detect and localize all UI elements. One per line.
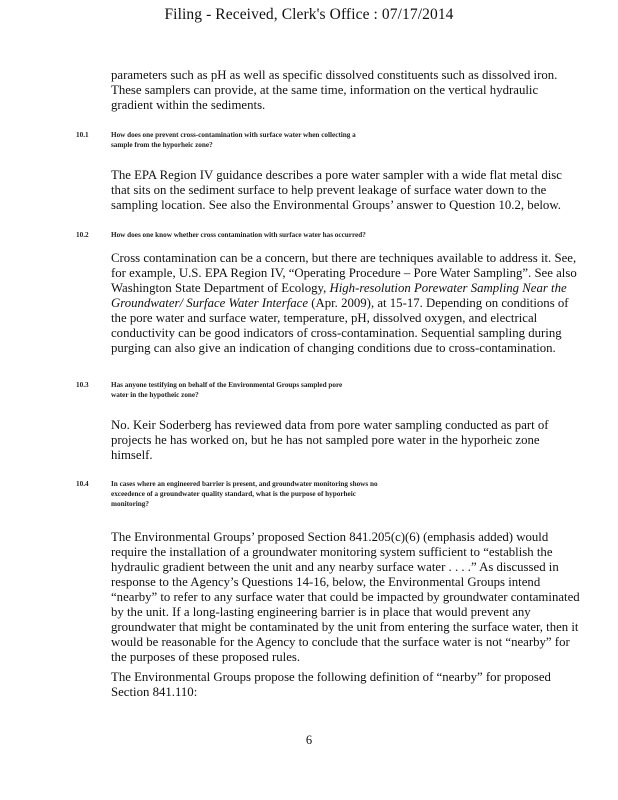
answer-text-part-1: Cross contamination can be a concern, but there are techniques available to address it. See, for example, U.S. EPA Region IV, “Operating Procedure – Pore Water Sampling”. See also Washington State Department of Ecology,: [111, 251, 577, 295]
question-number: 10.3: [76, 381, 89, 389]
question-text: Has anyone testifying on behalf of the Environmental Groups sampled pore water in the hypotheic zone?: [111, 381, 343, 399]
question-number: 10.4: [76, 480, 89, 488]
question-text: In cases where an engineered barrier is present, and groundwater monitoring shows no exceedence of a groundwater quality standard, what is the purpose of hyporheic monitoring?: [111, 480, 378, 508]
question-number: 10.1: [76, 131, 89, 139]
answer-text-part-2: (Apr. 2009), at 15-17. Depending on conditions of the pore water and surface water, temperature, pH, dissolved oxygen, and electrical conductivity can be good indicators of cross-contamination. Sequential sampling during purging can also give an indication of changing conditions due to cross-contamination.: [111, 296, 569, 355]
filing-header: Filing - Received, Clerk's Office : 07/17/2014: [164, 6, 454, 23]
answer-10-4: The Environmental Groups’ proposed Section 841.205(c)(6) (emphasis added) would require the installation of a groundwater monitoring system sufficient to “establish the hydraulic gradient between the unit and any nearby surface water . . . .” As discussed in response to the Agency’s Questions 14-16, below, the Environmental Groups intend “nearby” to refer to any surface water that could be impacted by groundwater contaminated by the unit. If a long-lasting engineering barrier is in place that would prevent any groundwater that might be contaminated by the unit from entering the surface water, then it would be reasonable for the Agency to conclude that the surface water is not “nearby” for the purposes of these proposed rules.: [111, 530, 580, 664]
page-number: 6: [305, 733, 313, 747]
cited-title: High-resolution Porewater Sampling Near the Groundwater/ Surface Water Interface: [111, 281, 567, 310]
question-text: How does one know whether cross contamination with surface water has occurred?: [111, 231, 366, 239]
paragraph-continuation: parameters such as pH as well as specific dissolved constituents such as dissolved iron. These samplers can provide, at the same time, information on the vertical hydraulic gradient within the sediments.: [111, 68, 558, 112]
answer-10-3: No. Keir Soderberg has reviewed data from pore water sampling conducted as part of projects he has worked on, but he has not sampled pore water in the hyporheic zone himself.: [111, 418, 549, 462]
question-text: How does one prevent cross-contamination with surface water when collecting a sample from the hyporheic zone?: [111, 131, 356, 149]
answer-10-2: [111, 251, 581, 356]
question-number: 10.2: [76, 231, 89, 239]
definition-intro: The Environmental Groups propose the following definition of “nearby” for proposed Section 841.110:: [111, 670, 551, 699]
answer-10-1: The EPA Region IV guidance describes a pore water sampler with a wide flat metal disc that sits on the sediment surface to help prevent leakage of surface water down to the sampling location. See also the Environmental Groups’ answer to Question 10.2, below.: [111, 168, 562, 212]
